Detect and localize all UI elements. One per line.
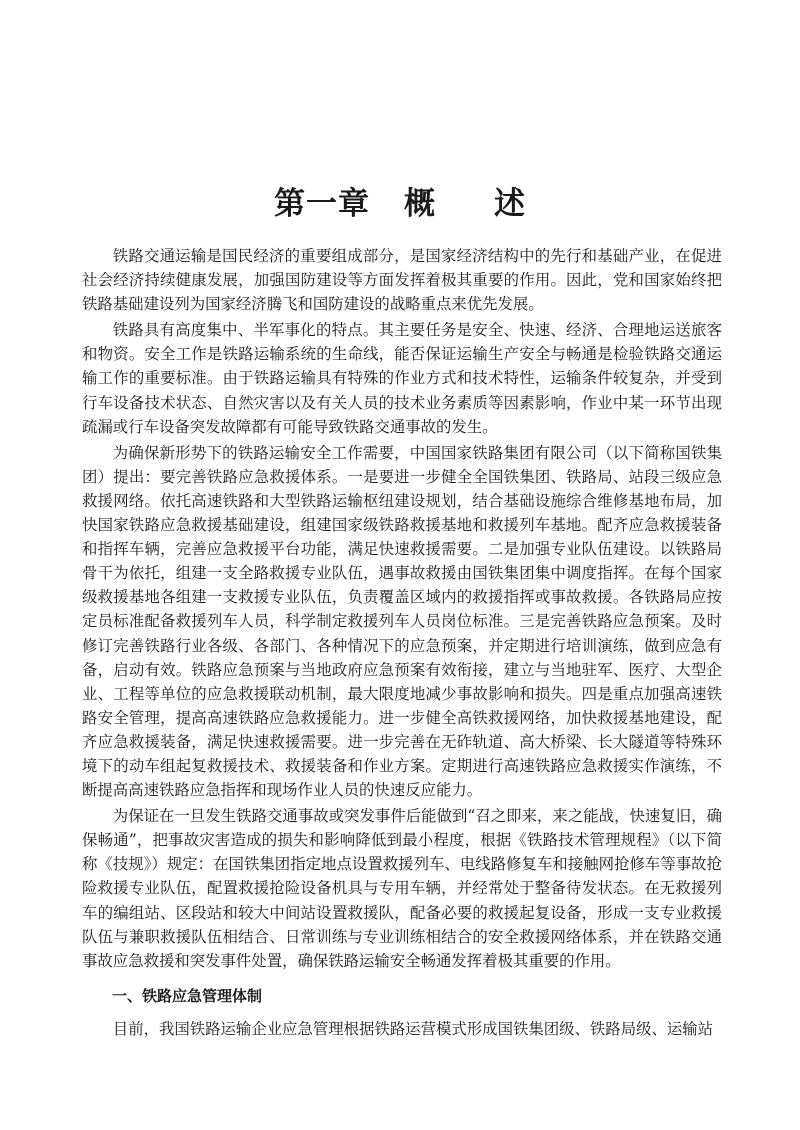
chapter-title-char-2: 述 [494,186,526,222]
paragraph-emergency-system: 为确保新形势下的铁路运输安全工作需要，中国国家铁路集团有限公司（以下简称国铁集团）提出：要完善铁路应急救援体系。一是要进一步健全全国铁集团、铁路局、站段三级应急救援网络。依托高速铁路和大型铁路运输枢纽建设规划，结合基础设施综合维修基地布局，加快国家铁路应急救援基础建设，组建国家级铁路救援基地和救援列车基地。配齐应急救援装备和指挥车辆，完善应急救援平台功能，满足快速救援需要。二是加强专业队伍建设。以铁路局骨干为依托，组建一支全路救援专业队伍，遇事故救援由国铁集团集中调度指挥。在每个国家级救援基地各组建一支救援专业队伍，负责覆盖区域内的救援指挥或事故救援。各铁路局应按定员标准配备救援列车人员，科学制定救援列车人员岗位标准。三是完善铁路应急预案。及时修订完善铁路行业各级、各部门、各种情况下的应急预案，并定期进行培训演练，做到应急有备，启动有效。铁路应急预案与当地政府应急预案有效衔接，建立与当地驻军、医疗、大型企业、工程等单位的应急救援联动机制，最大限度地减少事故影响和损失。四是重点加强高速铁路安全管理，提高高速铁路应急救援能力。进一步健全高铁救援网络，加快救援基地建设，配齐应急救援装备，满足快速救援需要。进一步完善在无砟轨道、高大桥梁、长大隧道等特殊环境下的动车组起复救援技术、救援装备和作业方案。定期进行高速铁路应急救援实作演练，不断提高高速铁路应急指挥和现场作业人员的快速反应能力。 [82,443,722,800]
chapter-title-char-1: 概 [404,186,436,222]
section-heading: 一、铁路应急管理体制 [112,986,263,1005]
paragraph-railway-characteristics: 铁路具有高度集中、半军事化的特点。其主要任务是安全、快速、经济、合理地运送旅客和物资。安全工作是铁路运输系统的生命线，能否保证运输生产安全与畅通是检验铁路交通运输工作的重要标准。由于铁路运输具有特殊的作业方式和技术特性，运输条件较复杂，并受到行车设备技术状态、自然灾害以及有关人员的技术业务素质等因素影响，作业中某一环节出现疏漏或行车设备突发故障都有可能导致铁路交通事故的发生。 [82,321,722,436]
paragraph-rescue-regulations: 为保证在一旦发生铁路交通事故或突发事件后能做到“召之即来，来之能战，快速复旧，确保畅通”，把事故灾害造成的损失和影响降低到最小程度，根据《铁路技术管理规程》（以下简称《技规》）规定：在国铁集团指定地点设置救援列车、电线路修复车和接触网抢修车等事故抢险救援专业队伍，配置救援抢险设备机具与专用车辆，并经常处于整备待发状态。在无救援列车的编组站、区段站和较大中间站设置救援队，配备必要的救援起复设备，形成一支专业救援队伍与兼职救援队伍相结合、日常训练与专业训练相结合的安全救援网络体系，并在铁路交通事故应急救援和突发事件处置，确保铁路运输安全畅通发挥着极其重要的作用。 [82,807,722,970]
paragraph-section-intro: 目前，我国铁路运输企业应急管理根据铁路运营模式形成国铁集团级、铁路局级、运输站 [112,1019,714,1038]
chapter-number: 第一章 [274,186,370,222]
chapter-body [82,244,722,1043]
chapter-title [0,178,800,223]
paragraph-overview: 铁路交通运输是国民经济的重要组成部分，是国家经济结构中的先行和基础产业，在促进社会经济持续健康发展，加强国防建设等方面发挥着极其重要的作用。因此，党和国家始终把铁路基础建设列为国家经济腾飞和国防建设的战略重点来优先发展。 [82,247,722,314]
